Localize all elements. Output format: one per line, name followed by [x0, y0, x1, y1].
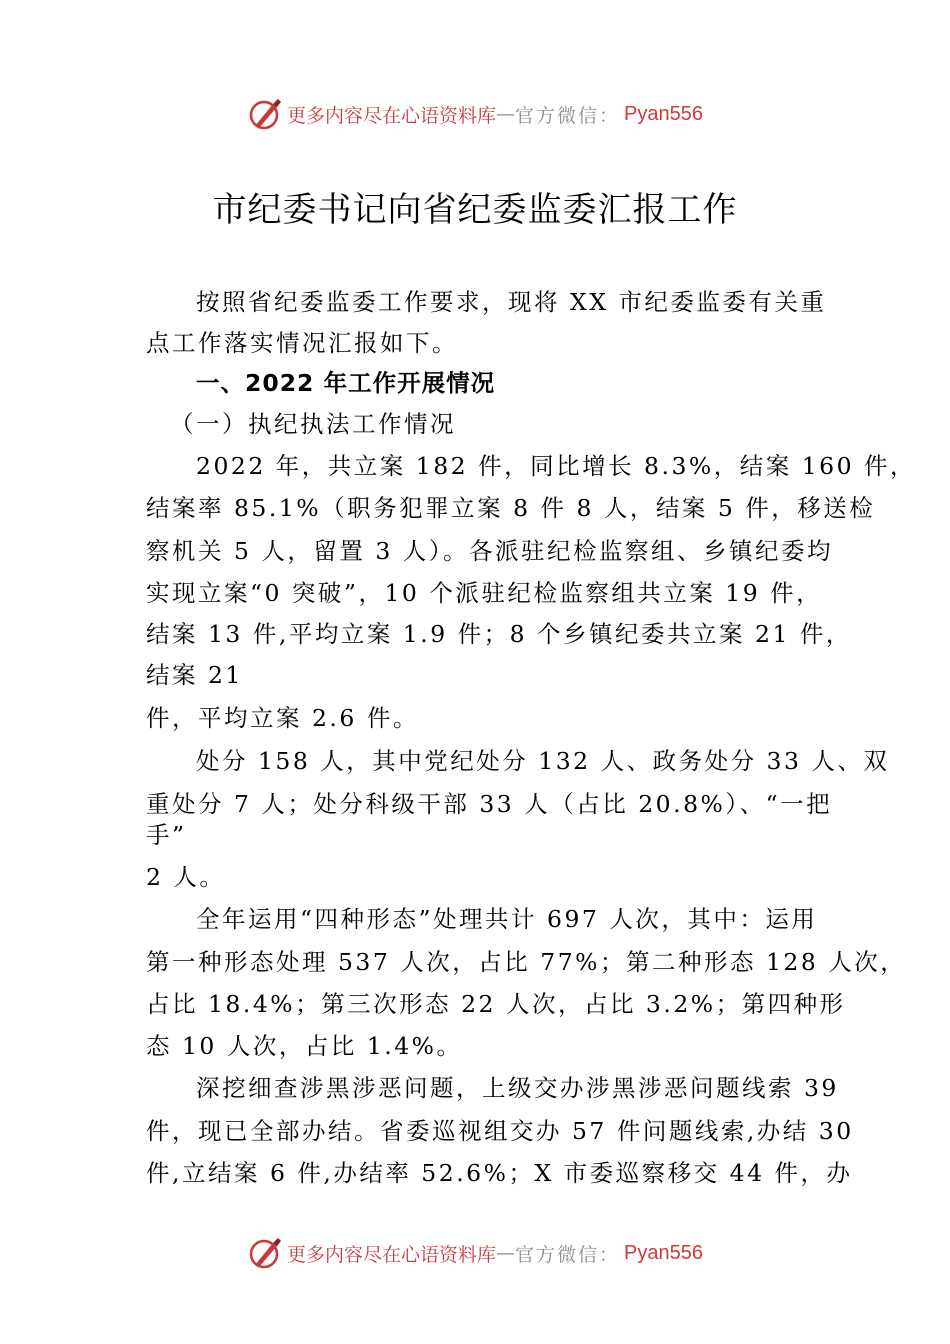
paragraph-line: 2 人。: [146, 863, 226, 891]
paragraph-line: 件,立结案 6 件,办结率 52.6%；X 市委巡察移交 44 件，办: [146, 1159, 853, 1187]
paragraph-line: 察机关 5 人，留置 3 人）。各派驻纪检监察组、乡镇纪委均: [146, 537, 834, 565]
watermark-text: 更多内容尽在心语资料库: [287, 1243, 497, 1266]
paragraph-line: 处分 158 人，其中党纪处分 132 人、政务处分 33 人、双: [196, 747, 890, 775]
watermark-text: 更多内容尽在心语资料库: [287, 104, 497, 127]
paragraph-line: 点工作落实情况汇报如下。: [146, 329, 458, 357]
paragraph-line: 实现立案“0 突破”，10 个派驻纪检监察组共立案 19 件，: [146, 579, 823, 607]
paragraph-line: 2022 年，共立案 182 件，同比增长 8.3%，结案 160 件，: [196, 452, 917, 480]
watermark-header: [0, 94, 950, 134]
paragraph-line: 重处分 7 人；处分科级干部 33 人（占比 20.8%）、“一把: [146, 790, 833, 818]
paragraph-line: 件，现已全部办结。省委巡视组交办 57 件问题线索,办结 30: [146, 1117, 854, 1145]
watermark-label: 官方微信：: [515, 1243, 621, 1266]
pen-logo-icon: [247, 96, 283, 132]
watermark-label: 官方微信：: [515, 104, 621, 127]
paragraph-line: 深挖细查涉黑涉恶问题，上级交办涉黑涉恶问题线索 39: [196, 1074, 839, 1102]
watermark-separator: —: [496, 103, 516, 125]
paragraph-line: 件，平均立案 2.6 件。: [146, 704, 419, 732]
document-title: 市纪委书记向省纪委监委汇报工作: [212, 190, 738, 230]
paragraph-line: 结案率 85.1%（职务犯罪立案 8 件 8 人，结案 5 件，移送检: [146, 494, 876, 522]
section-heading: 一、2022 年工作开展情况: [196, 369, 496, 397]
subsection-heading: （一）执纪执法工作情况: [170, 410, 456, 438]
paragraph-line: 按照省纪委监委工作要求，现将 XX 市纪委监委有关重: [196, 288, 827, 316]
watermark-separator: —: [496, 1242, 516, 1264]
paragraph-line: 手”: [146, 821, 187, 849]
paragraph-line: 全年运用“四种形态”处理共计 697 人次，其中：运用: [196, 905, 818, 933]
paragraph-line: 占比 18.4%；第三次形态 22 人次，占比 3.2%；第四种形: [146, 990, 846, 1018]
paragraph-line: 第一种形态处理 537 人次，占比 77%；第二种形态 128 人次，: [146, 948, 907, 976]
paragraph-line: 结案 13 件,平均立案 1.9 件；8 个乡镇纪委共立案 21 件，: [146, 620, 852, 648]
pen-logo-icon: [247, 1235, 283, 1271]
watermark-account: Pyan556: [624, 1241, 703, 1264]
paragraph-line: 结案 21: [146, 661, 243, 689]
watermark-footer: [0, 1233, 950, 1273]
paragraph-line: 态 10 人次，占比 1.4%。: [146, 1032, 463, 1060]
watermark-account: Pyan556: [624, 102, 703, 125]
